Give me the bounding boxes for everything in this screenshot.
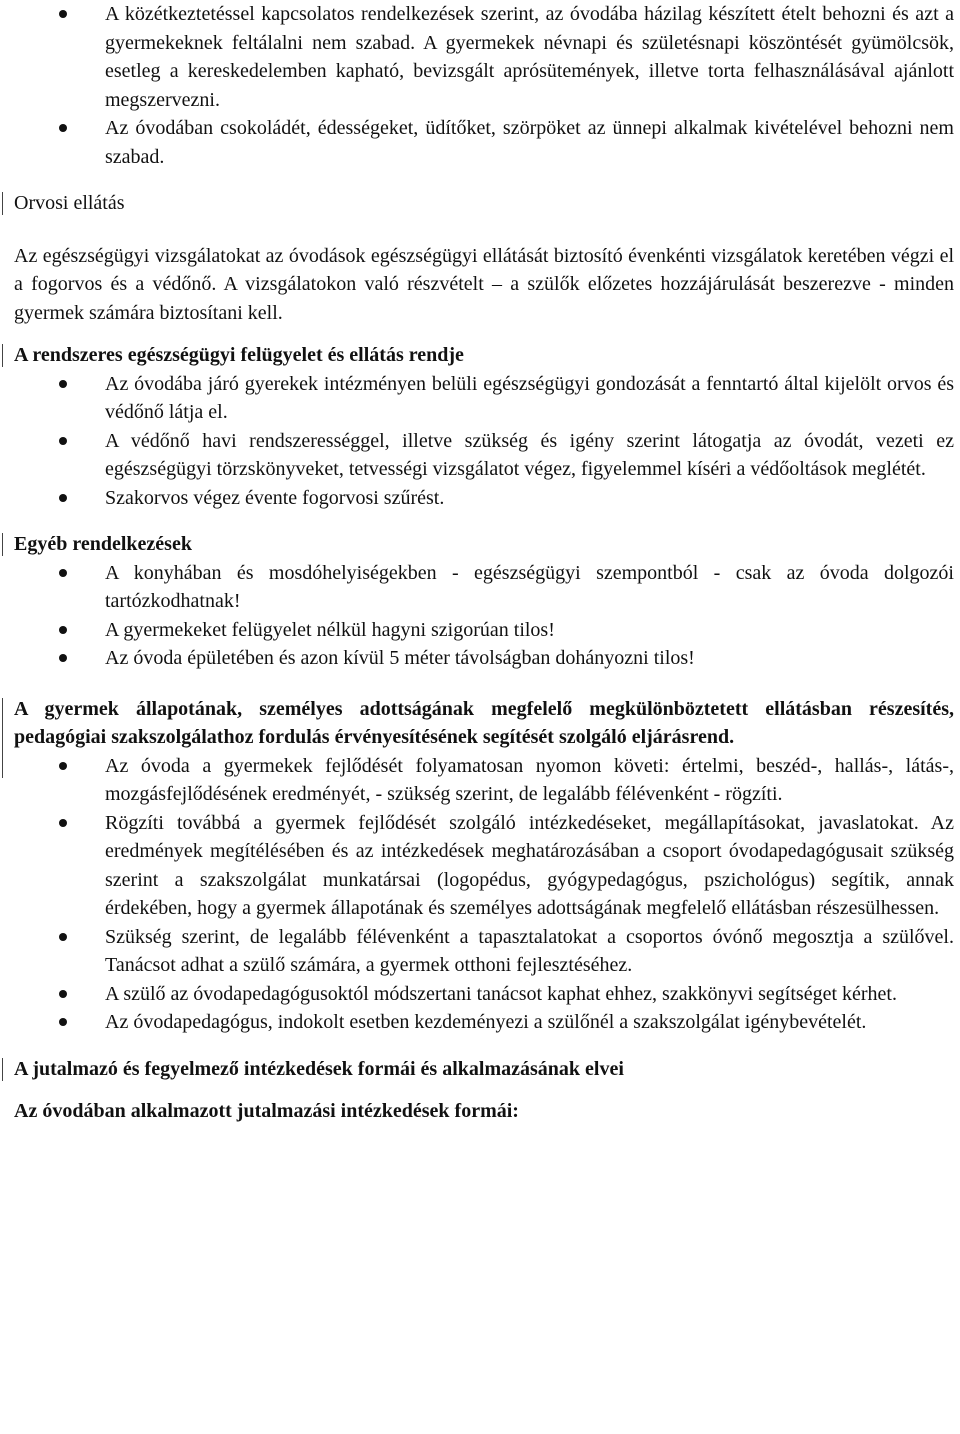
orvosi-ellatas-paragraph: Az egészségügyi vizsgálatokat az óvodások egészségügyi ellátását biztosító évenkénti vizsgálatok keretében végzi el a fogorvos és a védőnő. A vizsgálatokon való részvételt – a szülők előzetes hozzájárulását beszerezve - minden gyermek számára biztosítani kell. [14,244,954,324]
list-item: Szakorvos végez évente fogorvosi szűrést. [14,484,954,513]
rendszeres-bullet-list [14,370,954,513]
list-item: Az óvoda a gyermekek fejlődését folyamatosan nyomon követi: értelmi, beszéd-, hallás-, látás-, mozgásfejlődésének eredményét, - szükség szerint, de legalább félévenként - rögzíti. [14,752,954,809]
list-item: Szükség szerint, de legalább félévenként a tapasztalatokat a csoportos óvónő megosztja a szülővel. Tanácsot adhat a szülő számára, a gyermek otthoni fejlesztéséhez. [14,923,954,980]
list-item: Az óvoda épületében és azon kívül 5 méter távolságban dohányozni tilos! [14,644,954,673]
egyeb-bullet-list [14,559,954,673]
list-item: A közétkeztetéssel kapcsolatos rendelkezések szerint, az óvodába házilag készített ételt behozni és azt a gyermekeknek feltálalni nem szabad. A gyermekek névnapi és születésnapi köszöntését gyümölcsök, esetleg a kereskedelemben kapható, bevizsgált aprósütemények, illetve torta felhasználásával ajánlott megszervezni. [14,0,954,114]
section-heading-jutalmazo-fegyelmezo: A jutalmazó és fegyelmező intézkedések formái és alkalmazásának elvei [14,1055,954,1084]
list-item: A gyermekeket felügyelet nélkül hagyni szigorúan tilos! [14,616,954,645]
allapot-bullet-list [14,752,954,1037]
list-item: A konyhában és mosdóhelyiségekben - egészségügyi szempontból - csak az óvoda dolgozói tartózkodhatnak! [14,559,954,616]
list-item: Az óvodapedagógus, indokolt esetben kezdeményezi a szülőnél a szakszolgálat igénybevételét. [14,1008,954,1037]
section-heading-rendszeres-felugyelet: A rendszeres egészségügyi felügyelet és ellátás rendje [14,341,954,370]
intro-bullet-list [14,0,954,171]
list-item: A szülő az óvodapedagógusoktól módszertani tanácsot kaphat ehhez, szakkönyvi segítséget kérhet. [14,980,954,1009]
section-heading-allapot-eljarasrend: A gyermek állapotának, személyes adottságának megfelelő megkülönböztetett ellátásban részesítés, pedagógiai szakszolgálathoz fordulás érvényesítésének segítését szolgáló eljárásrend. [14,695,954,752]
subheading-jutalmazasi-formak: Az óvodában alkalmazott jutalmazási intézkedések formái: [14,1100,519,1122]
section-heading-orvosi-ellatas: Orvosi ellátás [14,189,954,218]
list-item: Az óvodába járó gyerekek intézményen belüli egészségügyi gondozását a fenntartó által kijelölt orvos és védőnő látja el. [14,370,954,427]
list-item: A védőnő havi rendszerességgel, illetve szükség és igény szerint látogatja az óvodát, vezeti ez egészségügyi törzskönyveket, tetvességi vizsgálatot végez, figyelemmel kíséri a védőoltások meglétét. [14,427,954,484]
list-item: Rögzíti továbbá a gyermek fejlődését szolgáló intézkedéseket, megállapításokat, javaslatokat. Az eredmények megítélésében és az intézkedések meghatározásában a csoport óvodapedagógusait szükség szerint a szakszolgálat munkatársai (logopédus, gyógypedagógus, pszichológus) segítik, annak érdekében, hogy a gyermek állapotának és személyes adottságának megfelelő ellátásban részesülhessen. [14,809,954,923]
list-item: Az óvodában csokoládét, édességeket, üdítőket, szörpöket az ünnepi alkalmak kivételével behozni nem szabad. [14,114,954,171]
section-heading-egyeb-rendelkezesek: Egyéb rendelkezések [14,530,954,559]
